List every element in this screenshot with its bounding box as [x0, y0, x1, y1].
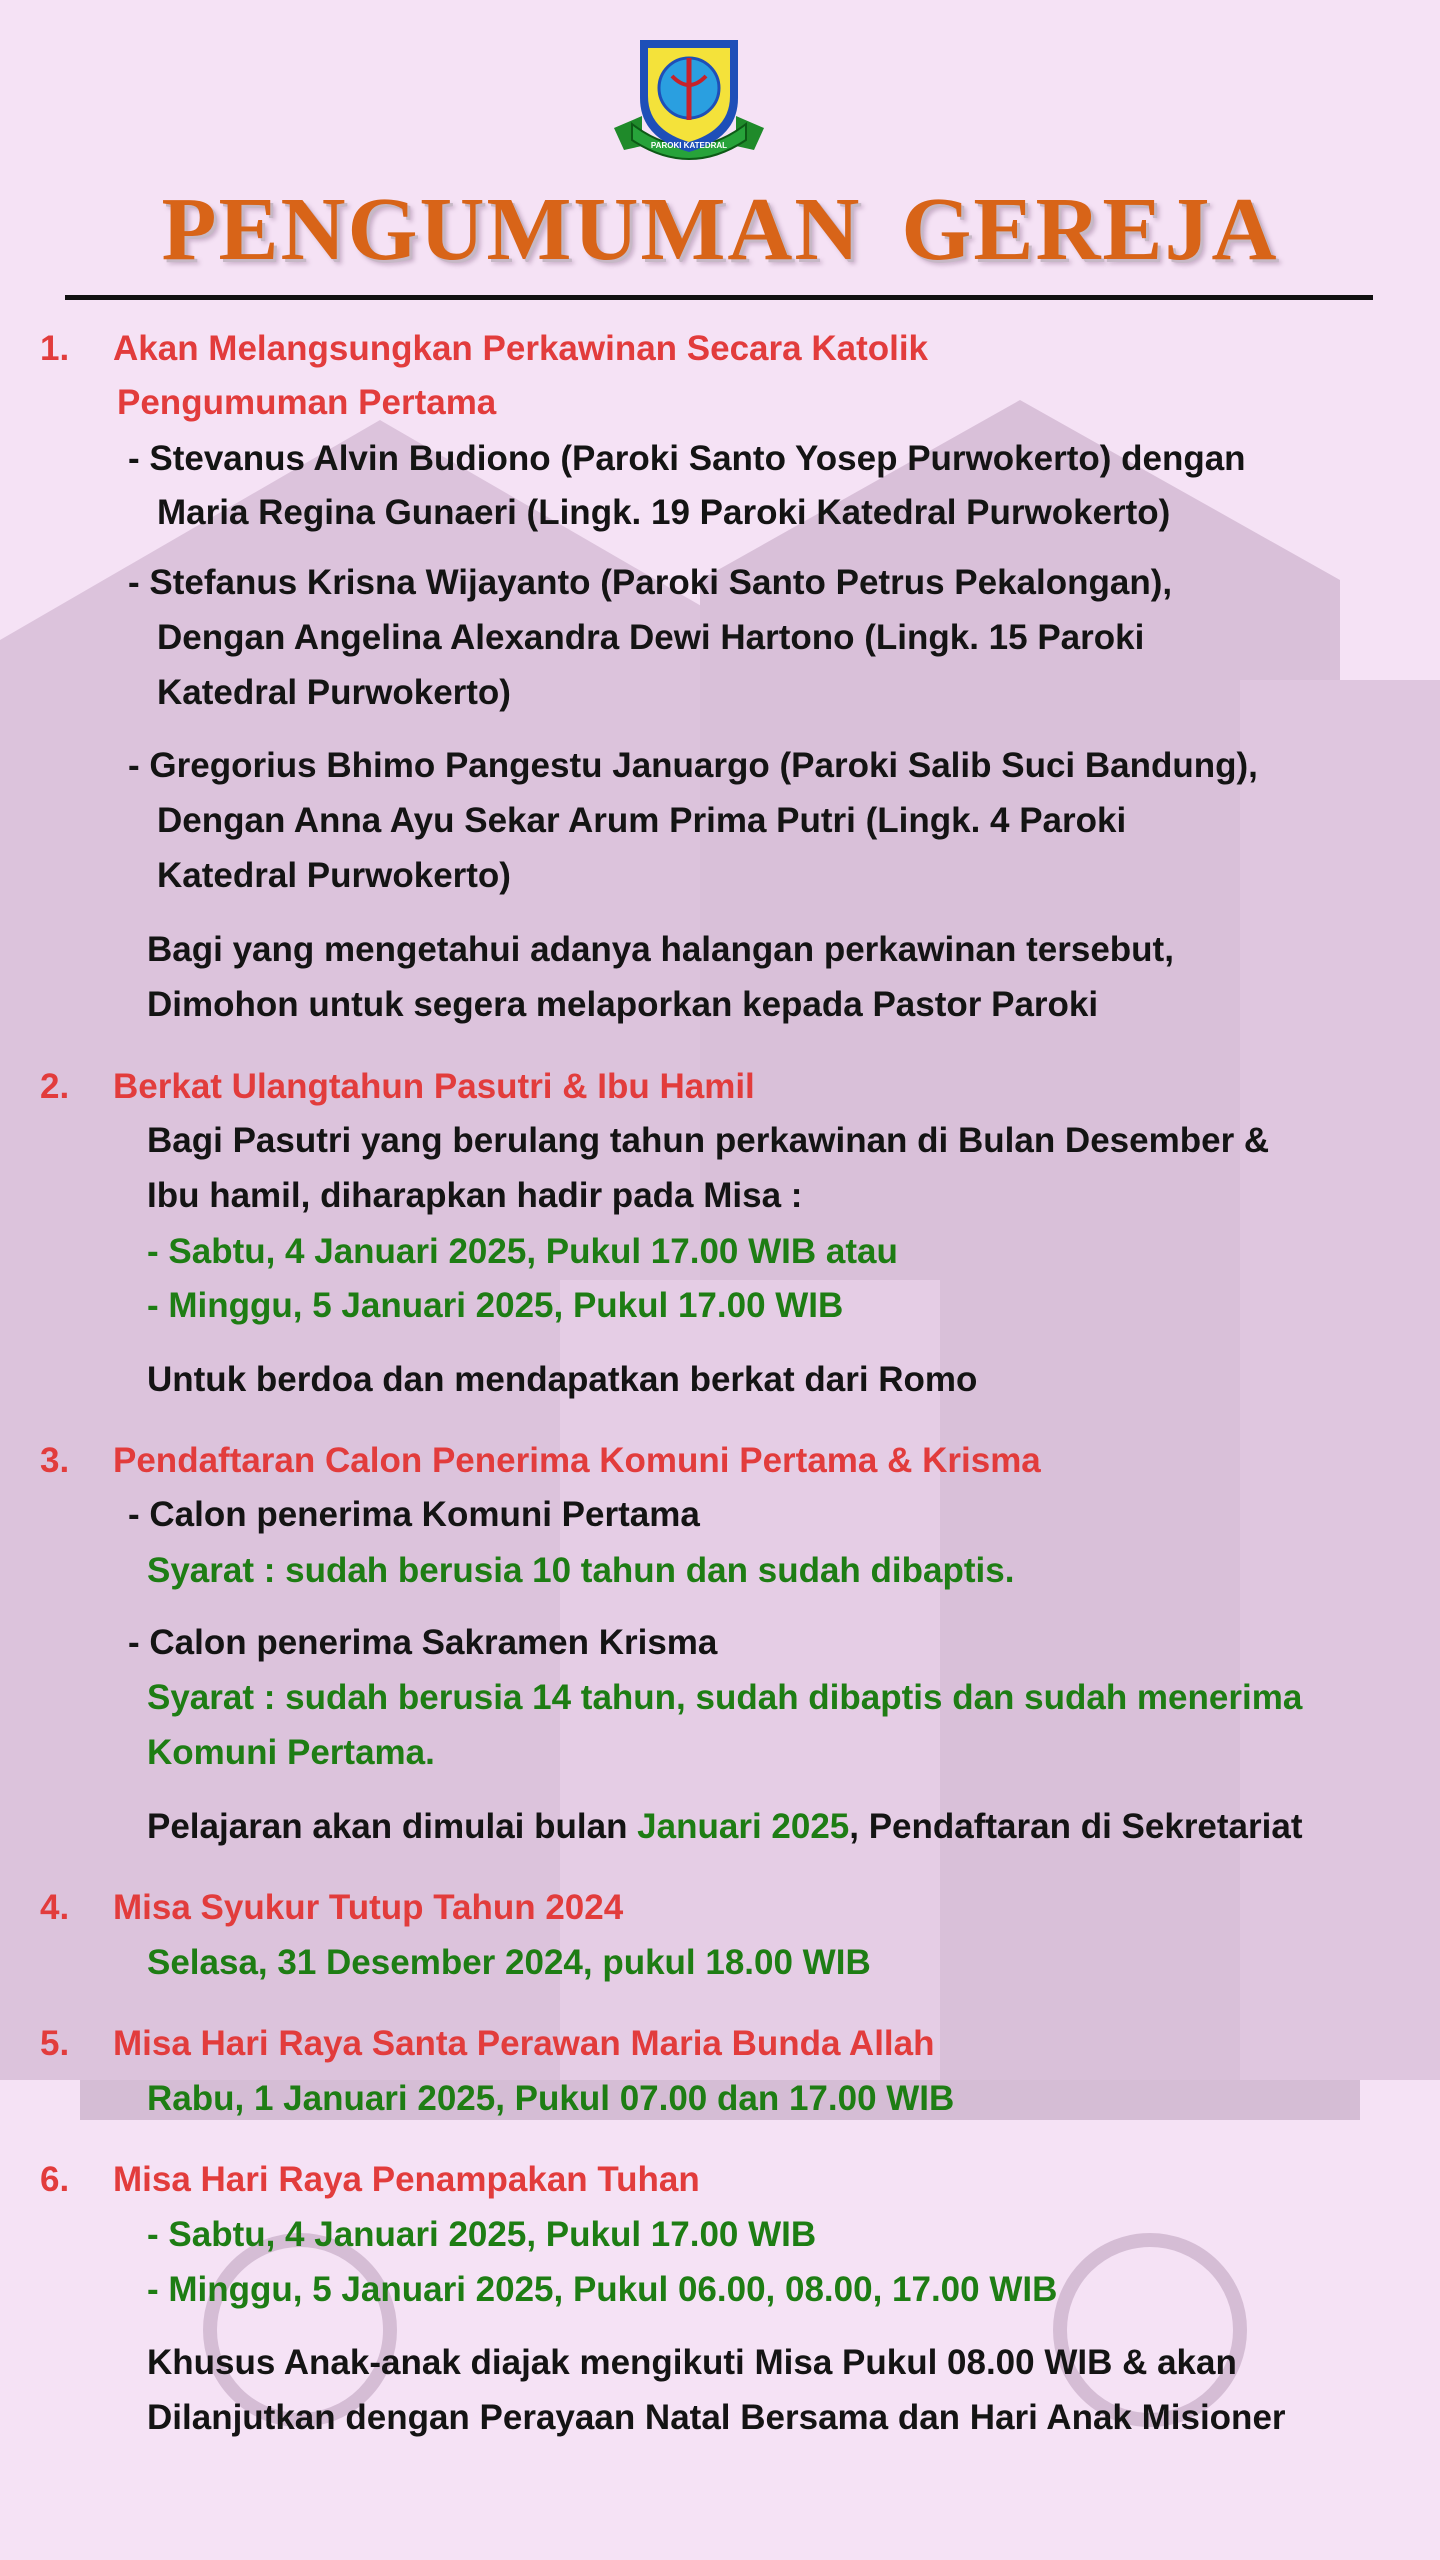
requirement-line: Syarat : sudah berusia 10 tahun dan sudah dibaptis.	[147, 1551, 1015, 1590]
schedule-line: Rabu, 1 Januari 2025, Pukul 07.00 dan 17.00 WIB	[147, 2079, 955, 2118]
item-number: 5.	[40, 2024, 70, 2063]
schedule-line: - Minggu, 5 Januari 2025, Pukul 17.00 WIB	[147, 1286, 844, 1325]
item-title: Pendaftaran Calon Penerima Komuni Pertama & Krisma	[113, 1441, 1041, 1480]
item-subtitle: Pengumuman Pertama	[117, 383, 497, 422]
item-note: Untuk berdoa dan mendapatkan berkat dari Romo	[147, 1360, 978, 1399]
schedule-line: - Minggu, 5 Januari 2025, Pukul 06.00, 08.00, 17.00 WIB	[147, 2270, 1058, 2309]
item-number: 4.	[40, 1888, 70, 1927]
item-note: Bagi yang mengetahui adanya halangan perkawinan tersebut,	[147, 930, 1174, 969]
item-number: 2.	[40, 1067, 70, 1106]
svg-text:PAROKI KATEDRAL: PAROKI KATEDRAL	[650, 141, 728, 150]
item-note: Dilanjutkan dengan Perayaan Natal Bersama dan Hari Anak Misioner	[147, 2398, 1286, 2437]
couple-line: Maria Regina Gunaeri (Lingk. 19 Paroki Katedral Purwokerto)	[157, 493, 1171, 532]
requirement-line: Komuni Pertama.	[147, 1733, 435, 1772]
couple-line: - Gregorius Bhimo Pangestu Januargo (Paroki Salib Suci Bandung),	[128, 746, 1258, 785]
item-body: Ibu hamil, diharapkan hadir pada Misa :	[147, 1176, 803, 1215]
item-number: 1.	[40, 329, 70, 368]
couple-line: Dengan Anna Ayu Sekar Arum Prima Putri (Lingk. 4 Paroki	[157, 801, 1127, 840]
item-title: Misa Hari Raya Santa Perawan Maria Bunda Allah	[113, 2024, 935, 2063]
couple-line: - Stefanus Krisna Wijayanto (Paroki Santo Petrus Pekalongan),	[128, 563, 1173, 602]
candidate-label: - Calon penerima Sakramen Krisma	[128, 1623, 718, 1662]
item-note: Dimohon untuk segera melaporkan kepada Pastor Paroki	[147, 985, 1099, 1024]
couple-line: Katedral Purwokerto)	[157, 673, 511, 712]
couple-line: - Stevanus Alvin Budiono (Paroki Santo Yosep Purwokerto) dengan	[128, 439, 1246, 478]
item-title: Akan Melangsungkan Perkawinan Secara Katolik	[113, 329, 929, 368]
lesson-line: Pelajaran akan dimulai bulan Januari 2025, Pendaftaran di Sekretariat	[147, 1807, 1303, 1846]
item-title: Misa Hari Raya Penampakan Tuhan	[113, 2160, 700, 2199]
schedule-line: Selasa, 31 Desember 2024, pukul 18.00 WIB	[147, 1943, 871, 1982]
couple-line: Dengan Angelina Alexandra Dewi Hartono (Lingk. 15 Paroki	[157, 618, 1145, 657]
item-number: 6.	[40, 2160, 70, 2199]
requirement-line: Syarat : sudah berusia 14 tahun, sudah dibaptis dan sudah menerima	[147, 1678, 1303, 1717]
couple-line: Katedral Purwokerto)	[157, 856, 511, 895]
item-note: Khusus Anak-anak diajak mengikuti Misa Pukul 08.00 WIB & akan	[147, 2343, 1237, 2382]
item-title: Berkat Ulangtahun Pasutri & Ibu Hamil	[113, 1067, 755, 1106]
schedule-line: - Sabtu, 4 Januari 2025, Pukul 17.00 WIB	[147, 2215, 817, 2254]
item-number: 3.	[40, 1441, 70, 1480]
item-body: Bagi Pasutri yang berulang tahun perkawinan di Bulan Desember &	[147, 1121, 1270, 1160]
page-title: PENGUMUMAN GEREJA	[161, 180, 1279, 279]
schedule-line: - Sabtu, 4 Januari 2025, Pukul 17.00 WIB atau	[147, 1232, 898, 1271]
item-title: Misa Syukur Tutup Tahun 2024	[113, 1888, 624, 1927]
candidate-label: - Calon penerima Komuni Pertama	[128, 1495, 700, 1534]
